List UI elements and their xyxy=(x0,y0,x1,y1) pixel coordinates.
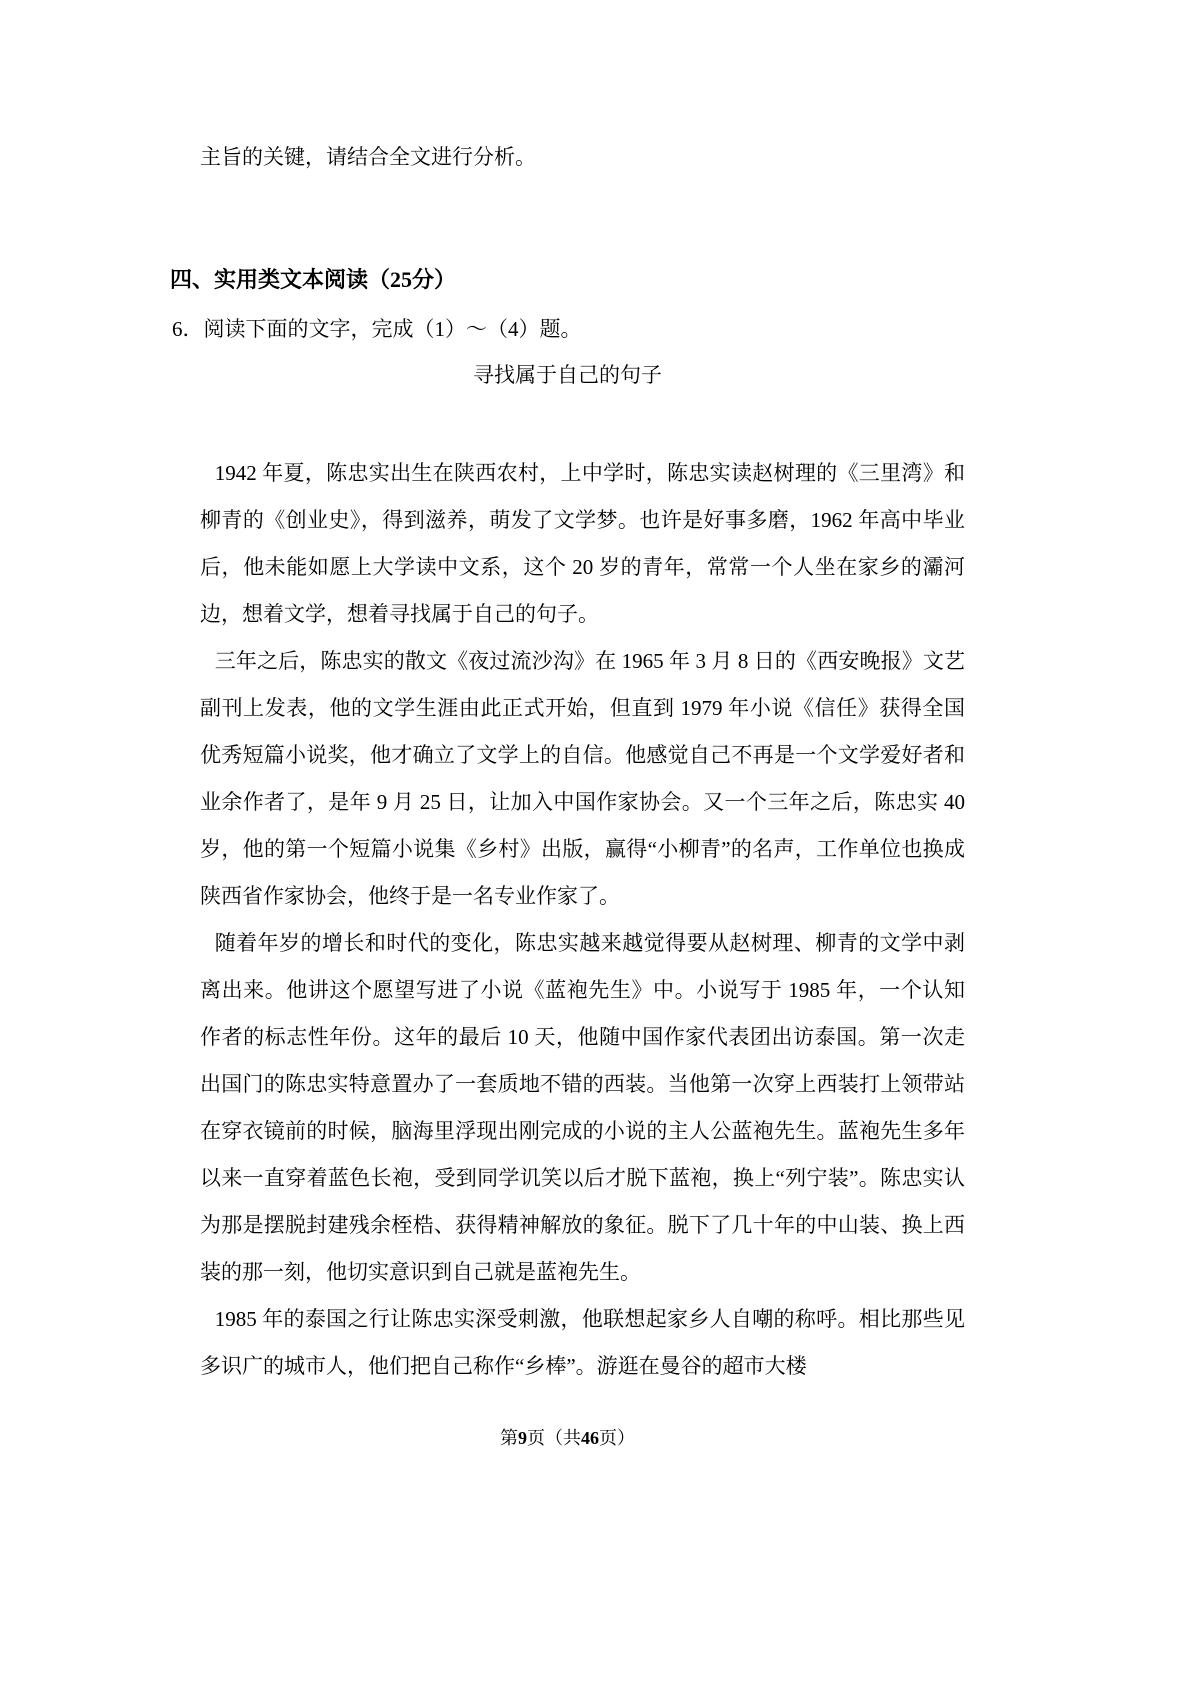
footer-prefix: 第 xyxy=(500,1428,518,1448)
passage-title: 寻找属于自己的句子 xyxy=(473,363,662,387)
page-footer xyxy=(170,1426,965,1450)
footer-total-pages: 46 xyxy=(581,1428,599,1448)
section-heading: 四、实用类文本阅读（25分） xyxy=(170,267,457,292)
passage-paragraph: 1942 年夏，陈忠实出生在陕西农村，上中学时，陈忠实读赵树理的《三里湾》和柳青的《创业史》，得到滋养，萌发了文学梦。也许是好事多磨，1962 年高中毕业后，他未能如愿上大学读中文系，这个 20 岁的青年，常常一个人坐在家乡的灞河边，想着文学，想着寻找属于自己的句子。 xyxy=(200,461,965,626)
passage-paragraph: 1985 年的泰国之行让陈忠实深受刺激，他联想起家乡人自嘲的称呼。相比那些见多识广的城市人，他们把自己称作“乡棒”。游逛在曼谷的超市大楼 xyxy=(200,1307,965,1378)
passage-body xyxy=(200,450,965,1390)
passage-paragraph: 三年之后，陈忠实的散文《夜过流沙沟》在 1965 年 3 月 8 日的《西安晚报》文艺副刊上发表，他的文学生涯由此正式开始，但直到 1979 年小说《信任》获得全国优秀短篇小说奖，他才确立了文学上的自信。他感觉自己不再是一个文学爱好者和业余作者了，是年 9 月 25 日，让加入中国作家协会。又一个三年之后，陈忠实 40 岁，他的第一个短篇小说集《乡村》出版，赢得“小柳青”的名声，工作单位也换成陕西省作家协会，他终于是一名专业作家了。 xyxy=(200,649,965,908)
carryover-text-line: 主旨的关键，请结合全文进行分析。 xyxy=(200,145,536,169)
passage-paragraph: 随着年岁的增长和时代的变化，陈忠实越来越觉得要从赵树理、柳青的文学中剥离出来。他讲这个愿望写进了小说《蓝袍先生》中。小说写于 1985 年，一个认知作者的标志性年份。这年的最后 10 天，他随中国作家代表团出访泰国。第一次走出国门的陈忠实特意置办了一套质地不错的西装。当他第一次穿上西装打上领带站在穿衣镜前的时候，脑海里浮现出刚完成的小说的主人公蓝袍先生。蓝袍先生多年以来一直穿着蓝色长袍，受到同学讥笑以后才脱下蓝袍，换上“列宁装”。陈忠实认为那是摆脱封建残余桎梏、获得精神解放的象征。脱下了几十年的中山装、换上西装的那一刻，他切实意识到自己就是蓝袍先生。 xyxy=(200,931,965,1284)
footer-middle: 页（共 xyxy=(527,1428,581,1448)
page-content xyxy=(170,142,965,1390)
question-instruction: 6．阅读下面的文字，完成（1）～（4）题。 xyxy=(172,317,582,341)
footer-page-number: 9 xyxy=(518,1428,527,1448)
footer-suffix: 页） xyxy=(599,1428,635,1448)
